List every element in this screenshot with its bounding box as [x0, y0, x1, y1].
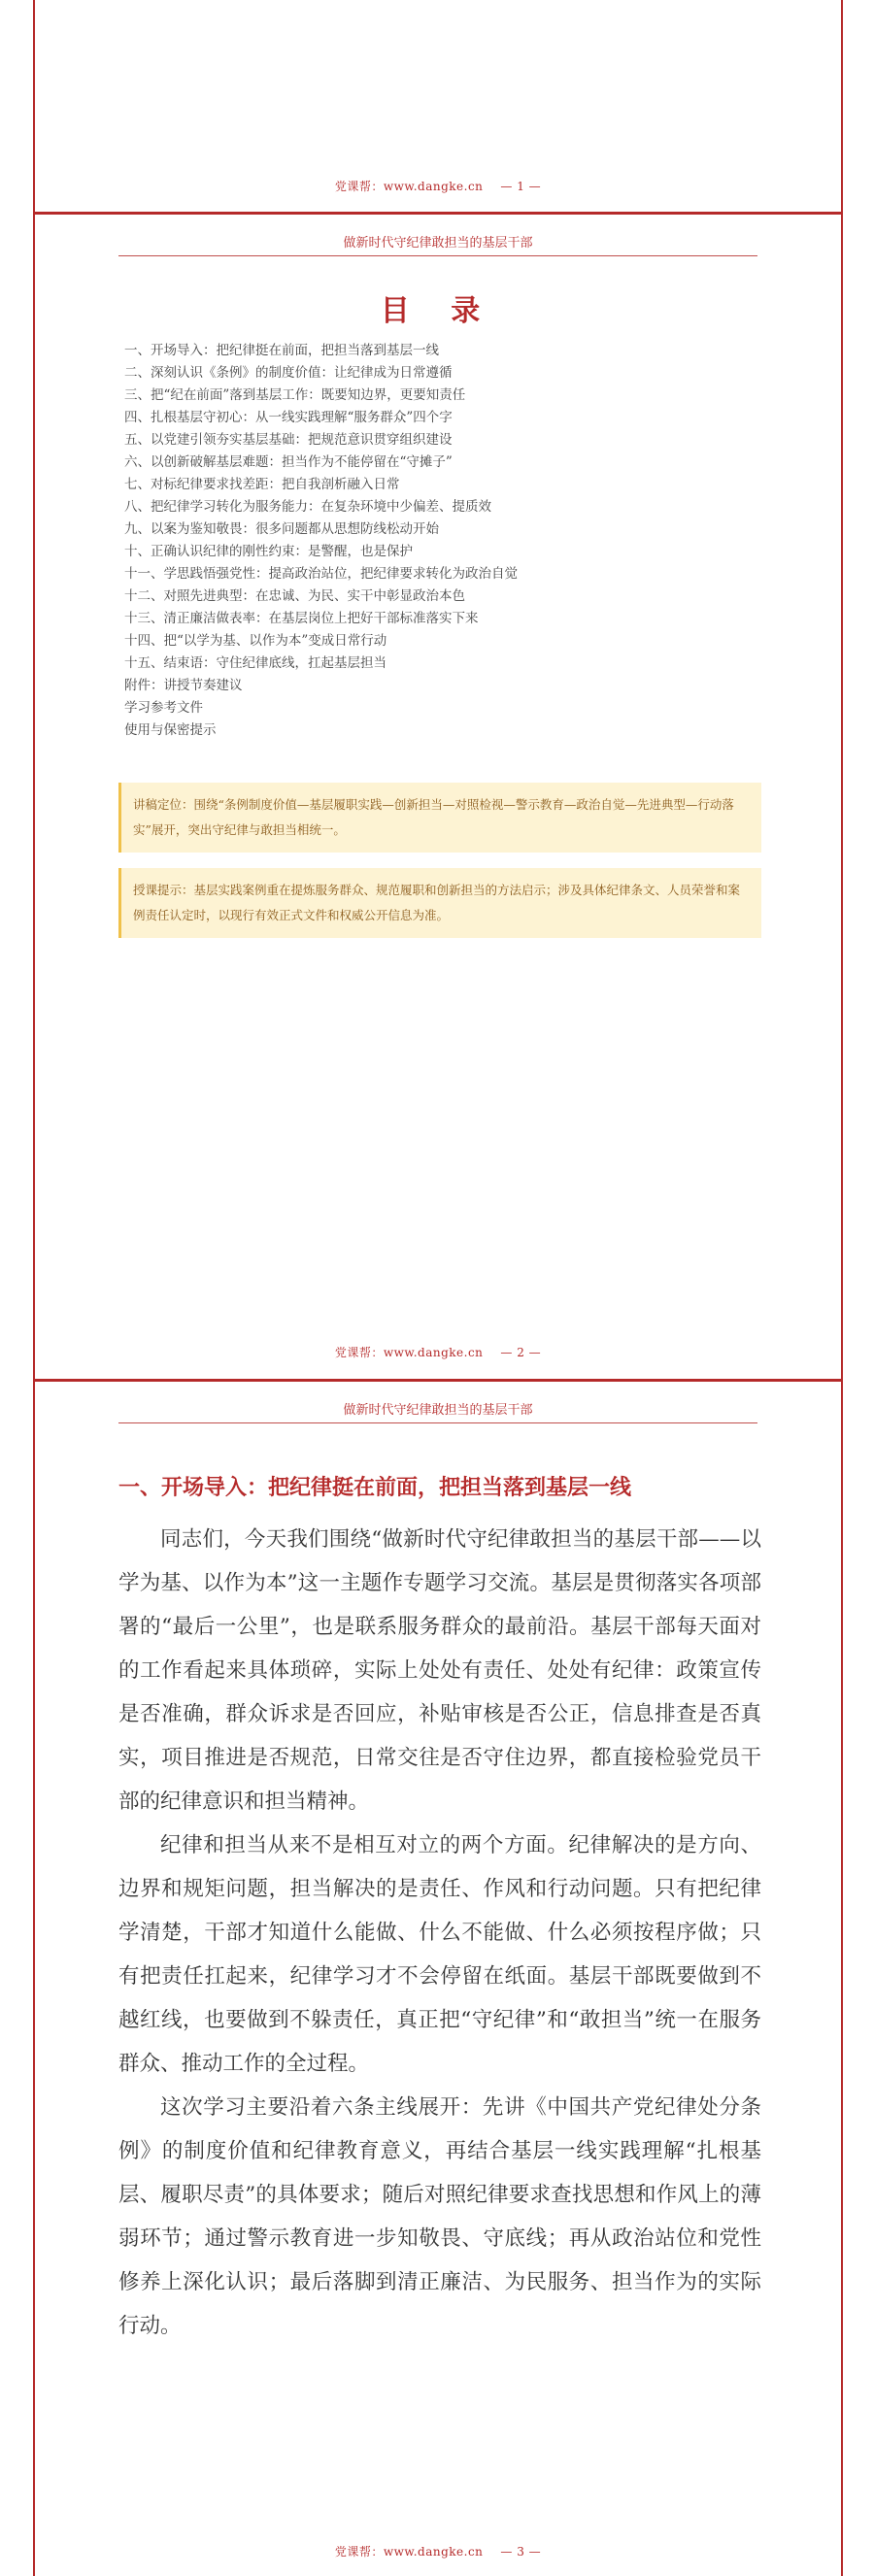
- footer-site: 党课帮：www.dangke.cn: [334, 180, 484, 193]
- toc-item[interactable]: 五、以党建引领夯实基层基础：把规范意识贯穿组织建设: [124, 432, 453, 448]
- section-body: [118, 1518, 761, 2348]
- header-rule: [118, 255, 757, 256]
- page-1: [33, 0, 843, 212]
- page-footer: [35, 2543, 841, 2559]
- toc-item[interactable]: 十、正确认识纪律的刚性约束：是警醒，也是保护: [124, 544, 413, 559]
- toc-item[interactable]: 九、以案为鉴知敬畏：很多问题都从思想防线松动开始: [124, 521, 439, 537]
- page-header: 做新时代守纪律敢担当的基层干部: [343, 236, 533, 251]
- footer-page-number: — 3 —: [500, 2545, 542, 2559]
- toc-item[interactable]: 使用与保密提示: [124, 722, 217, 738]
- toc-item[interactable]: 三、把“纪在前面”落到基层工作：既要知边界，更要知责任: [124, 387, 466, 403]
- toc-item[interactable]: 附件：讲授节奏建议: [124, 678, 243, 693]
- page-footer: [35, 178, 841, 194]
- footer-page-number: — 2 —: [500, 1346, 542, 1359]
- toc-item[interactable]: 十四、把“以学为基、以作为本”变成日常行动: [124, 633, 387, 649]
- footer-site: 党课帮：www.dangke.cn: [334, 2545, 484, 2559]
- page-2: [33, 215, 843, 1379]
- toc-item[interactable]: 七、对标纪律要求找差距：把自我剖析融入日常: [124, 477, 400, 492]
- section-heading: 一、开场导入：把纪律挺在前面，把担当落到基层一线: [118, 1475, 632, 1500]
- toc-item[interactable]: 一、开场导入：把纪律挺在前面，把担当落到基层一线: [124, 343, 439, 358]
- toc-item[interactable]: 四、扎根基层守初心：从一线实践理解“服务群众”四个字: [124, 410, 453, 425]
- toc-item[interactable]: 二、深刻认识《条例》的制度价值：让纪律成为日常遵循: [124, 365, 453, 381]
- toc-item[interactable]: 六、以创新破解基层难题：担当作为不能停留在“守摊子”: [124, 454, 453, 470]
- toc-item[interactable]: 十五、结束语：守住纪律底线，扛起基层担当: [124, 655, 387, 671]
- toc-item[interactable]: 十一、学思践悟强党性：提高政治站位，把纪律要求转化为政治自觉: [124, 566, 518, 582]
- footer-site: 党课帮：www.dangke.cn: [334, 1346, 484, 1359]
- header-rule: [118, 1422, 757, 1423]
- page-3: [33, 1382, 843, 2576]
- toc-item[interactable]: 十三、清正廉洁做表率：在基层岗位上把好干部标准落实下来: [124, 611, 479, 626]
- toc-item[interactable]: 十二、对照先进典型：在忠诚、为民、实干中彰显政治本色: [124, 588, 465, 604]
- teaching-tip-note: 授课提示：基层实践案例重在提炼服务群众、规范履职和创新担当的方法启示；涉及具体纪律条文、人员荣誉和案例责任认定时，以现行有效正式文件和权威公开信息为准。: [118, 868, 761, 938]
- page-header: 做新时代守纪律敢担当的基层干部: [343, 1403, 533, 1418]
- body-paragraph: 纪律和担当从来不是相互对立的两个方面。纪律解决的是方向、边界和规矩问题，担当解决的是责任、作风和行动问题。只有把纪律学清楚，干部才知道什么能做、什么不能做、什么必须按程序做；只有把责任扛起来，纪律学习才不会停留在纸面。基层干部既要做到不越红线，也要做到不躲责任，真正把“守纪律”和“敢担当”统一在服务群众、推动工作的全过程。: [118, 1833, 761, 2076]
- positioning-note: 讲稿定位：围绕“条例制度价值—基层履职实践—创新担当—对照检视—警示教育—政治自觉—先进典型—行动落实”展开，突出守纪律与敢担当相统一。: [118, 783, 761, 853]
- body-paragraph: 同志们，今天我们围绕“做新时代守纪律敢担当的基层干部——以学为基、以作为本”这一主题作专题学习交流。基层是贯彻落实各项部署的“最后一公里”，也是联系服务群众的最前沿。基层干部每天面对的工作看起来具体琐碎，实际上处处有责任、处处有纪律：政策宣传是否准确，群众诉求是否回应，补贴审核是否公正，信息排查是否真实，项目推进是否规范，日常交往是否守住边界，都直接检验党员干部的纪律意识和担当精神。: [118, 1527, 761, 1814]
- toc-item[interactable]: 学习参考文件: [124, 700, 203, 716]
- toc-item[interactable]: 八、把纪律学习转化为服务能力：在复杂环境中少偏差、提质效: [124, 499, 491, 515]
- toc-list: [124, 340, 804, 742]
- body-paragraph: 这次学习主要沿着六条主线展开：先讲《中国共产党纪律处分条例》的制度价值和纪律教育意义，再结合基层一线实践理解“扎根基层、履职尽责”的具体要求；随后对照纪律要求查找思想和作风上的薄弱环节；通过警示教育进一步知敬畏、守底线；再从政治站位和党性修养上深化认识；最后落脚到清正廉洁、为民服务、担当作为的实际行动。: [118, 2095, 761, 2338]
- page-footer: [35, 1344, 841, 1360]
- footer-page-number: — 1 —: [500, 180, 542, 193]
- toc-title: 目 录: [380, 294, 496, 328]
